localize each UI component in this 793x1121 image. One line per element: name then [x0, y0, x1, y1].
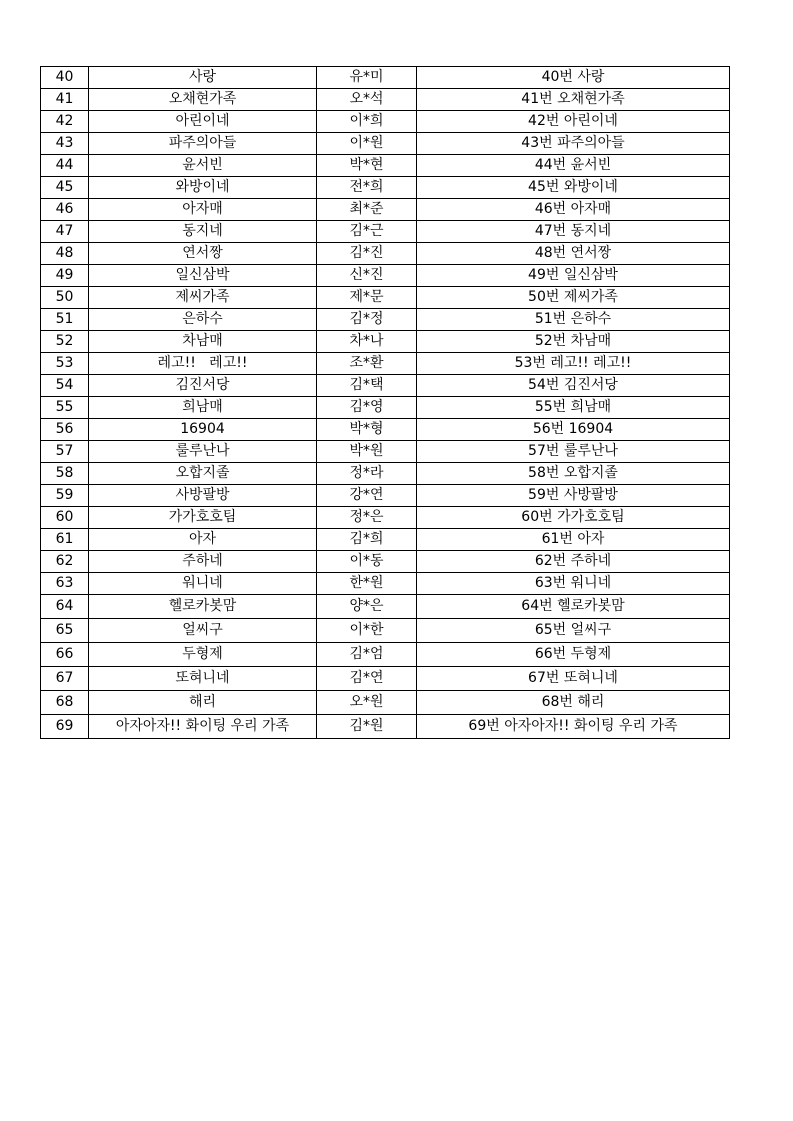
entry-number: 45 [41, 177, 89, 199]
member-name: 김*희 [317, 529, 417, 551]
member-name: 김*엄 [317, 643, 417, 667]
entry-label: 58번 오합지졸 [417, 463, 730, 485]
entry-number: 60 [41, 507, 89, 529]
entry-number: 49 [41, 265, 89, 287]
entry-number: 51 [41, 309, 89, 331]
entry-label: 68번 해리 [417, 691, 730, 715]
entry-number: 56 [41, 419, 89, 441]
entry-label: 42번 아린이네 [417, 111, 730, 133]
entry-label: 49번 일신삼박 [417, 265, 730, 287]
entry-number: 43 [41, 133, 89, 155]
member-name: 제*문 [317, 287, 417, 309]
table-row [41, 463, 730, 485]
team-name: 사랑 [89, 67, 317, 89]
team-name: 레고!! 레고!! [89, 353, 317, 375]
member-name: 이*원 [317, 133, 417, 155]
table-row [41, 331, 730, 353]
member-name: 한*원 [317, 573, 417, 595]
entry-label: 50번 제씨가족 [417, 287, 730, 309]
member-name: 유*미 [317, 67, 417, 89]
member-name: 차*나 [317, 331, 417, 353]
table-row [41, 265, 730, 287]
entry-number: 50 [41, 287, 89, 309]
member-name: 이*한 [317, 619, 417, 643]
team-name: 윤서빈 [89, 155, 317, 177]
entry-label: 65번 얼씨구 [417, 619, 730, 643]
team-name: 오채현가족 [89, 89, 317, 111]
team-name: 워니네 [89, 573, 317, 595]
entry-label: 57번 룰루난나 [417, 441, 730, 463]
team-name: 룰루난나 [89, 441, 317, 463]
entry-label: 66번 두형제 [417, 643, 730, 667]
entry-number: 63 [41, 573, 89, 595]
member-name: 신*진 [317, 265, 417, 287]
member-name: 이*희 [317, 111, 417, 133]
table-row [41, 111, 730, 133]
team-name: 차남매 [89, 331, 317, 353]
team-name: 김진서당 [89, 375, 317, 397]
entry-label: 61번 아자 [417, 529, 730, 551]
roster-table [40, 66, 730, 739]
team-name: 아자 [89, 529, 317, 551]
roster-table-body [41, 67, 730, 739]
entry-number: 62 [41, 551, 89, 573]
member-name: 강*연 [317, 485, 417, 507]
team-name: 은하수 [89, 309, 317, 331]
entry-label: 47번 동지네 [417, 221, 730, 243]
team-name: 일신삼박 [89, 265, 317, 287]
table-row [41, 397, 730, 419]
entry-number: 47 [41, 221, 89, 243]
entry-label: 60번 가가호호팀 [417, 507, 730, 529]
team-name: 파주의아들 [89, 133, 317, 155]
entry-label: 64번 헬로카봇맘 [417, 595, 730, 619]
member-name: 조*환 [317, 353, 417, 375]
entry-number: 46 [41, 199, 89, 221]
team-name: 주하네 [89, 551, 317, 573]
entry-number: 41 [41, 89, 89, 111]
table-row [41, 715, 730, 739]
entry-number: 40 [41, 67, 89, 89]
member-name: 오*원 [317, 691, 417, 715]
entry-label: 55번 희남매 [417, 397, 730, 419]
table-row [41, 667, 730, 691]
member-name: 정*은 [317, 507, 417, 529]
team-name: 동지네 [89, 221, 317, 243]
team-name: 오합지졸 [89, 463, 317, 485]
table-row [41, 485, 730, 507]
member-name: 전*희 [317, 177, 417, 199]
member-name: 김*근 [317, 221, 417, 243]
table-row [41, 89, 730, 111]
table-row [41, 375, 730, 397]
team-name: 해리 [89, 691, 317, 715]
member-name: 김*진 [317, 243, 417, 265]
entry-number: 67 [41, 667, 89, 691]
entry-number: 48 [41, 243, 89, 265]
entry-label: 43번 파주의아들 [417, 133, 730, 155]
entry-label: 51번 은하수 [417, 309, 730, 331]
table-row [41, 133, 730, 155]
table-row [41, 419, 730, 441]
team-name: 아린이네 [89, 111, 317, 133]
entry-label: 52번 차남매 [417, 331, 730, 353]
entry-label: 54번 김진서당 [417, 375, 730, 397]
team-name: 가가호호팀 [89, 507, 317, 529]
entry-label: 48번 연서짱 [417, 243, 730, 265]
table-row [41, 287, 730, 309]
entry-label: 53번 레고!! 레고!! [417, 353, 730, 375]
entry-label: 46번 아자매 [417, 199, 730, 221]
table-row [41, 691, 730, 715]
table-row [41, 177, 730, 199]
entry-number: 68 [41, 691, 89, 715]
member-name: 김*택 [317, 375, 417, 397]
entry-label: 59번 사방팔방 [417, 485, 730, 507]
team-name: 희남매 [89, 397, 317, 419]
table-row [41, 441, 730, 463]
entry-number: 58 [41, 463, 89, 485]
entry-number: 69 [41, 715, 89, 739]
entry-number: 59 [41, 485, 89, 507]
member-name: 오*석 [317, 89, 417, 111]
entry-label: 63번 워니네 [417, 573, 730, 595]
entry-label: 56번 16904 [417, 419, 730, 441]
table-row [41, 243, 730, 265]
team-name: 아자아자!! 화이팅 우리 가족 [89, 715, 317, 739]
table-row [41, 221, 730, 243]
team-name: 16904 [89, 419, 317, 441]
entry-number: 61 [41, 529, 89, 551]
member-name: 정*라 [317, 463, 417, 485]
table-row [41, 67, 730, 89]
team-name: 얼씨구 [89, 619, 317, 643]
team-name: 아자매 [89, 199, 317, 221]
table-row [41, 529, 730, 551]
table-row [41, 551, 730, 573]
member-name: 양*은 [317, 595, 417, 619]
entry-number: 42 [41, 111, 89, 133]
team-name: 제씨가족 [89, 287, 317, 309]
member-name: 김*정 [317, 309, 417, 331]
entry-number: 44 [41, 155, 89, 177]
table-row [41, 199, 730, 221]
entry-number: 54 [41, 375, 89, 397]
member-name: 박*현 [317, 155, 417, 177]
member-name: 김*연 [317, 667, 417, 691]
team-name: 헬로카봇맘 [89, 595, 317, 619]
team-name: 또혀니네 [89, 667, 317, 691]
table-row [41, 643, 730, 667]
table-row [41, 353, 730, 375]
member-name: 이*동 [317, 551, 417, 573]
member-name: 김*영 [317, 397, 417, 419]
table-row [41, 595, 730, 619]
entry-label: 69번 아자아자!! 화이팅 우리 가족 [417, 715, 730, 739]
entry-number: 52 [41, 331, 89, 353]
entry-label: 67번 또혀니네 [417, 667, 730, 691]
entry-number: 57 [41, 441, 89, 463]
entry-number: 65 [41, 619, 89, 643]
table-row [41, 155, 730, 177]
entry-number: 66 [41, 643, 89, 667]
table-row [41, 619, 730, 643]
entry-label: 41번 오채현가족 [417, 89, 730, 111]
member-name: 박*형 [317, 419, 417, 441]
table-row [41, 573, 730, 595]
member-name: 김*원 [317, 715, 417, 739]
team-name: 와방이네 [89, 177, 317, 199]
entry-number: 64 [41, 595, 89, 619]
entry-label: 62번 주하네 [417, 551, 730, 573]
table-row [41, 309, 730, 331]
team-name: 두형제 [89, 643, 317, 667]
entry-number: 55 [41, 397, 89, 419]
member-name: 박*원 [317, 441, 417, 463]
entry-label: 40번 사랑 [417, 67, 730, 89]
member-name: 최*준 [317, 199, 417, 221]
team-name: 사방팔방 [89, 485, 317, 507]
team-name: 연서짱 [89, 243, 317, 265]
entry-label: 45번 와방이네 [417, 177, 730, 199]
table-row [41, 507, 730, 529]
entry-label: 44번 윤서빈 [417, 155, 730, 177]
entry-number: 53 [41, 353, 89, 375]
